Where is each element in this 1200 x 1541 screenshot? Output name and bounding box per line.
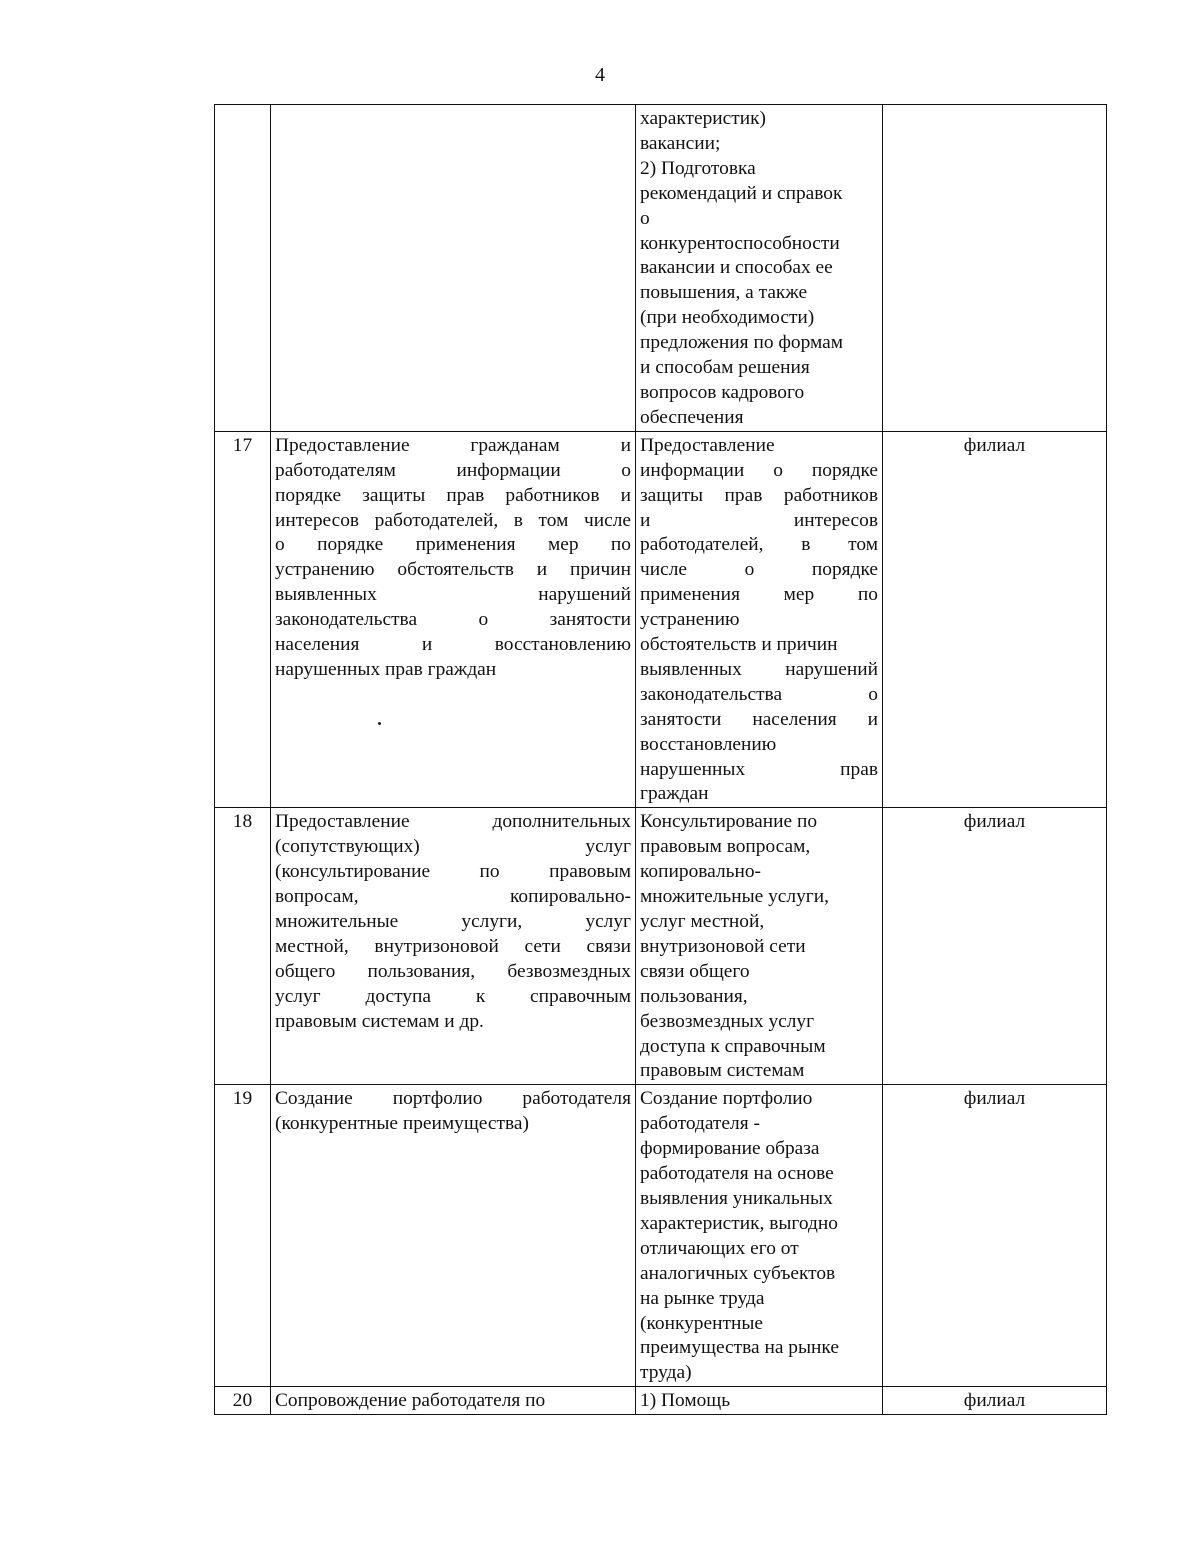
service-name-line: интересов работодателей, в том числе (275, 509, 631, 531)
service-content-line: вакансии; (640, 132, 721, 154)
service-content-line: применения мер по (640, 584, 878, 606)
service-content-line: правовым системам (640, 1060, 805, 1082)
service-content-cell (636, 431, 883, 808)
service-name-cell (271, 431, 636, 808)
service-content-line: повышения, а также (640, 282, 808, 304)
service-content-line: выявления уникальных (640, 1187, 833, 1209)
stray-dot-mark (378, 722, 381, 725)
service-content-line: о (640, 207, 650, 229)
service-content-line: обеспечения (640, 406, 744, 428)
table-row (215, 431, 1107, 808)
service-name-line: Предоставление гражданам и (275, 434, 631, 456)
services-table (214, 104, 1107, 1415)
service-content-line: пользования, (640, 985, 748, 1007)
row-number-cell: 17 (215, 431, 271, 808)
service-content-line: труда) (640, 1362, 692, 1384)
service-name-line: множительные услуги, услуг (275, 911, 631, 932)
table-row (215, 105, 1107, 432)
service-name-line: правовым системам и др. (275, 1010, 484, 1032)
service-content-line: 1) Помощь (640, 1390, 731, 1412)
executor-cell (883, 105, 1107, 432)
service-content-cell (636, 1387, 883, 1415)
service-content-line: работодателя - (640, 1113, 760, 1135)
service-name-line: общего пользования, безвозмездных (275, 960, 631, 982)
service-content-cell (636, 808, 883, 1085)
service-name-line: выявленных нарушений (275, 584, 631, 606)
service-content-line: безвозмездных услуг (640, 1010, 815, 1032)
service-content-line: (конкурентные (640, 1312, 763, 1334)
service-name-line: устранению обстоятельств и причин (275, 559, 631, 581)
services-table-body (215, 105, 1107, 1415)
table-row (215, 808, 1107, 1085)
executor-cell: филиал (883, 808, 1107, 1085)
service-content-line: и способам решения (640, 357, 810, 379)
service-name-line: Предоставление дополнительных (275, 811, 631, 833)
service-content-line: множительные услуги, (640, 886, 829, 908)
service-content-cell (636, 105, 883, 432)
service-name-line: местной, внутризоновой сети связи (275, 935, 631, 957)
service-content-line: Предоставление (640, 434, 775, 456)
service-content-line: устранению (640, 609, 740, 631)
row-number-cell: 18 (215, 808, 271, 1085)
service-content-line: восстановлению (640, 733, 777, 755)
service-content-line: рекомендаций и справок (640, 182, 843, 204)
service-content-line: вакансии и способах ее (640, 257, 833, 279)
service-name-line: вопросам, копировально- (275, 886, 631, 908)
service-content-line: правовым вопросам, (640, 836, 811, 858)
service-content-line: конкурентоспособности (640, 232, 840, 254)
service-content-line: работодателя на основе (640, 1163, 834, 1185)
service-name-cell (271, 105, 636, 432)
service-content-line: Создание портфолио (640, 1088, 813, 1110)
row-number-cell (215, 105, 271, 432)
service-content-line: характеристик, выгодно (640, 1212, 838, 1234)
table-row (215, 1085, 1107, 1387)
service-content-line: законодательства о (640, 683, 878, 705)
service-name-line: Сопровождение работодателя по (275, 1390, 546, 1412)
service-name-line: Создание портфолио работодателя (275, 1088, 631, 1110)
service-content-line: выявленных нарушений (640, 658, 878, 680)
service-name-line: услуг доступа к справочным (275, 985, 631, 1007)
service-content-line: связи общего (640, 960, 750, 982)
executor-cell: филиал (883, 1085, 1107, 1387)
service-name-line: (сопутствующих) услуг (275, 836, 631, 858)
executor-cell: филиал (883, 431, 1107, 808)
service-content-line: защиты прав работников (640, 484, 878, 506)
service-content-line: нарушенных прав (640, 758, 878, 780)
table-row (215, 1387, 1107, 1415)
service-content-line: предложения по формам (640, 332, 844, 354)
service-content-line: формирование образа (640, 1138, 820, 1160)
service-name-cell (271, 1085, 636, 1387)
service-content-line: 2) Подготовка (640, 157, 756, 179)
service-name-line: законодательства о занятости (275, 609, 631, 631)
service-content-line: числе о порядке (640, 559, 878, 581)
service-content-line: обстоятельств и причин (640, 634, 838, 656)
service-name-line: (конкурентные преимущества) (275, 1113, 529, 1135)
service-content-line: на рынке труда (640, 1287, 765, 1309)
service-content-cell (636, 1085, 883, 1387)
service-content-line: (при необходимости) (640, 307, 815, 329)
service-content-line: и интересов (640, 509, 878, 531)
service-content-line: занятости населения и (640, 708, 878, 730)
service-content-line: отличающих его от (640, 1237, 799, 1259)
service-content-line: аналогичных субъектов (640, 1262, 836, 1284)
service-name-line: о порядке применения мер по (275, 534, 631, 556)
service-content-line: внутризоновой сети (640, 935, 806, 957)
service-content-line: копировально- (640, 861, 762, 883)
executor-cell: филиал (883, 1387, 1107, 1415)
service-name-cell (271, 808, 636, 1085)
service-content-line: доступа к справочным (640, 1035, 826, 1057)
service-name-line: нарушенных прав граждан (275, 658, 497, 680)
row-number-cell: 19 (215, 1085, 271, 1387)
service-content-line: Консультирование по (640, 811, 818, 833)
service-name-line: работодателям информации о (275, 459, 631, 481)
service-content-line: граждан (640, 783, 709, 805)
service-name-line: порядке защиты прав работников и (275, 484, 631, 506)
service-content-line: работодателей, в том (640, 534, 878, 556)
row-number-cell: 20 (215, 1387, 271, 1415)
service-content-line: услуг местной, (640, 911, 765, 932)
service-content-line: информации о порядке (640, 459, 878, 481)
service-name-line: населения и восстановлению (275, 634, 631, 656)
service-content-line: преимущества на рынке (640, 1337, 839, 1359)
page-number: 4 (595, 64, 605, 86)
service-content-line: характеристик) (640, 108, 767, 129)
service-name-cell (271, 1387, 636, 1415)
service-name-line: (консультирование по правовым (275, 861, 631, 883)
service-content-line: вопросов кадрового (640, 381, 805, 403)
